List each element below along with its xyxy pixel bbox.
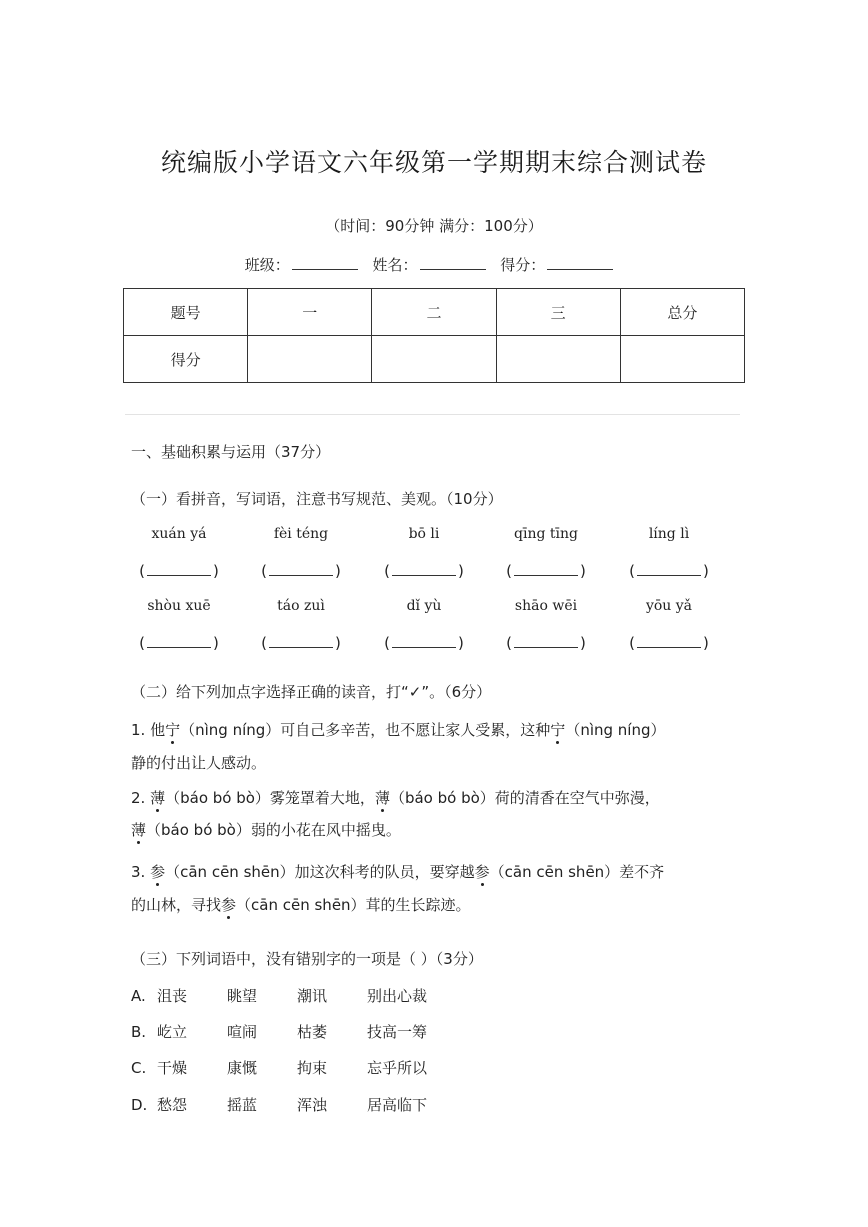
pinyin-item: fèi téng: [273, 526, 329, 542]
score-label: 得分：: [500, 256, 546, 274]
exam-meta: （时间：90分钟 满分：100分）: [325, 217, 543, 235]
question-2-line-2: 薄（báo bó bò）弱的小花在风中摇曳。: [131, 821, 401, 839]
question-2-line-1: 2. 薄（báo bó bò）雾笼罩着大地，薄（báo bó bò）荷的清香在空气中弥漫，: [131, 789, 660, 807]
student-info: [0, 254, 868, 275]
question-1-line-1: 1. 他宁（nìng níng）可自己多辛苦，也不愿让家人受累，这种宁（nìng níng）: [131, 721, 666, 739]
header-cell: 三: [496, 289, 620, 336]
dotted-char: 薄: [374, 789, 390, 807]
pinyin-item: yōu yǎ: [645, 598, 693, 614]
score-table-score-row: [124, 336, 745, 383]
dotted-char: 宁: [165, 721, 181, 739]
name-blank[interactable]: [420, 255, 486, 270]
score-table: [123, 288, 745, 383]
name-label: 姓名：: [372, 256, 418, 274]
score-cell[interactable]: [248, 336, 372, 383]
pinyin-item: xuán yá: [151, 526, 207, 542]
part2-heading: （二）给下列加点字选择正确的读音，打“✓”。（6分）: [131, 683, 492, 701]
pinyin-item: bō li: [408, 526, 440, 542]
score-cell[interactable]: [372, 336, 496, 383]
answer-box[interactable]: ( ): [629, 634, 709, 652]
answer-box[interactable]: ( ): [506, 634, 586, 652]
option-a[interactable]: A. 沮丧 眺望 潮讯 别出心裁: [131, 987, 428, 1005]
part3-heading: （三）下列词语中，没有错别字的一项是（ ）（3分）: [131, 950, 483, 968]
pinyin-item: qīng tīng: [514, 526, 578, 542]
score-blank[interactable]: [547, 255, 613, 270]
dotted-char: 参: [474, 863, 490, 881]
option-b[interactable]: B. 屹立 喧闹 枯萎 技高一筹: [131, 1023, 428, 1041]
class-blank[interactable]: [292, 255, 358, 270]
answer-box[interactable]: ( ): [384, 562, 464, 580]
pinyin-item: shòu xuē: [147, 598, 211, 614]
answer-box[interactable]: ( ): [506, 562, 586, 580]
section-heading: 一、基础积累与运用（37分）: [131, 443, 331, 461]
dotted-char: 参: [150, 863, 166, 881]
pinyin-item: shāo wēi: [514, 598, 578, 614]
question-3-line-2: 的山林，寻找参（cān cēn shēn）茸的生长踪迹。: [131, 896, 471, 914]
answer-box[interactable]: ( ): [629, 562, 709, 580]
header-cell: 一: [248, 289, 372, 336]
dotted-char: 薄: [150, 789, 166, 807]
answer-box[interactable]: ( ): [261, 562, 341, 580]
header-cell: 二: [372, 289, 496, 336]
score-row-label: 得分: [124, 336, 248, 383]
answer-box[interactable]: ( ): [139, 634, 219, 652]
class-label: 班级：: [244, 256, 290, 274]
answer-box[interactable]: ( ): [384, 634, 464, 652]
header-cell: 题号: [124, 289, 248, 336]
pinyin-item: líng lì: [648, 526, 690, 542]
dotted-char: 参: [221, 896, 237, 914]
dotted-char: 宁: [550, 721, 566, 739]
score-cell[interactable]: [620, 336, 744, 383]
dotted-char: 薄: [131, 821, 147, 839]
part1-heading: （一）看拼音，写词语，注意书写规范、美观。（10分）: [131, 490, 503, 508]
question-1-line-2: 静的付出让人感动。: [131, 754, 267, 772]
question-3-line-1: 3. 参（cān cēn shēn）加这次科考的队员，要穿越参（cān cēn shēn）差不齐: [131, 863, 665, 881]
page-title: 统编版小学语文六年级第一学期期末综合测试卷: [160, 148, 707, 177]
divider: [125, 414, 740, 415]
pinyin-item: táo zuì: [277, 598, 325, 614]
header-cell: 总分: [620, 289, 744, 336]
score-cell[interactable]: [496, 336, 620, 383]
option-c[interactable]: C. 干燥 康慨 拘束 忘乎所以: [131, 1059, 428, 1077]
score-table-header-row: [124, 289, 745, 336]
pinyin-item: dǐ yù: [406, 598, 442, 614]
option-d[interactable]: D. 愁怨 摇蓝 浑浊 居高临下: [131, 1096, 428, 1114]
answer-box[interactable]: ( ): [139, 562, 219, 580]
answer-box[interactable]: ( ): [261, 634, 341, 652]
